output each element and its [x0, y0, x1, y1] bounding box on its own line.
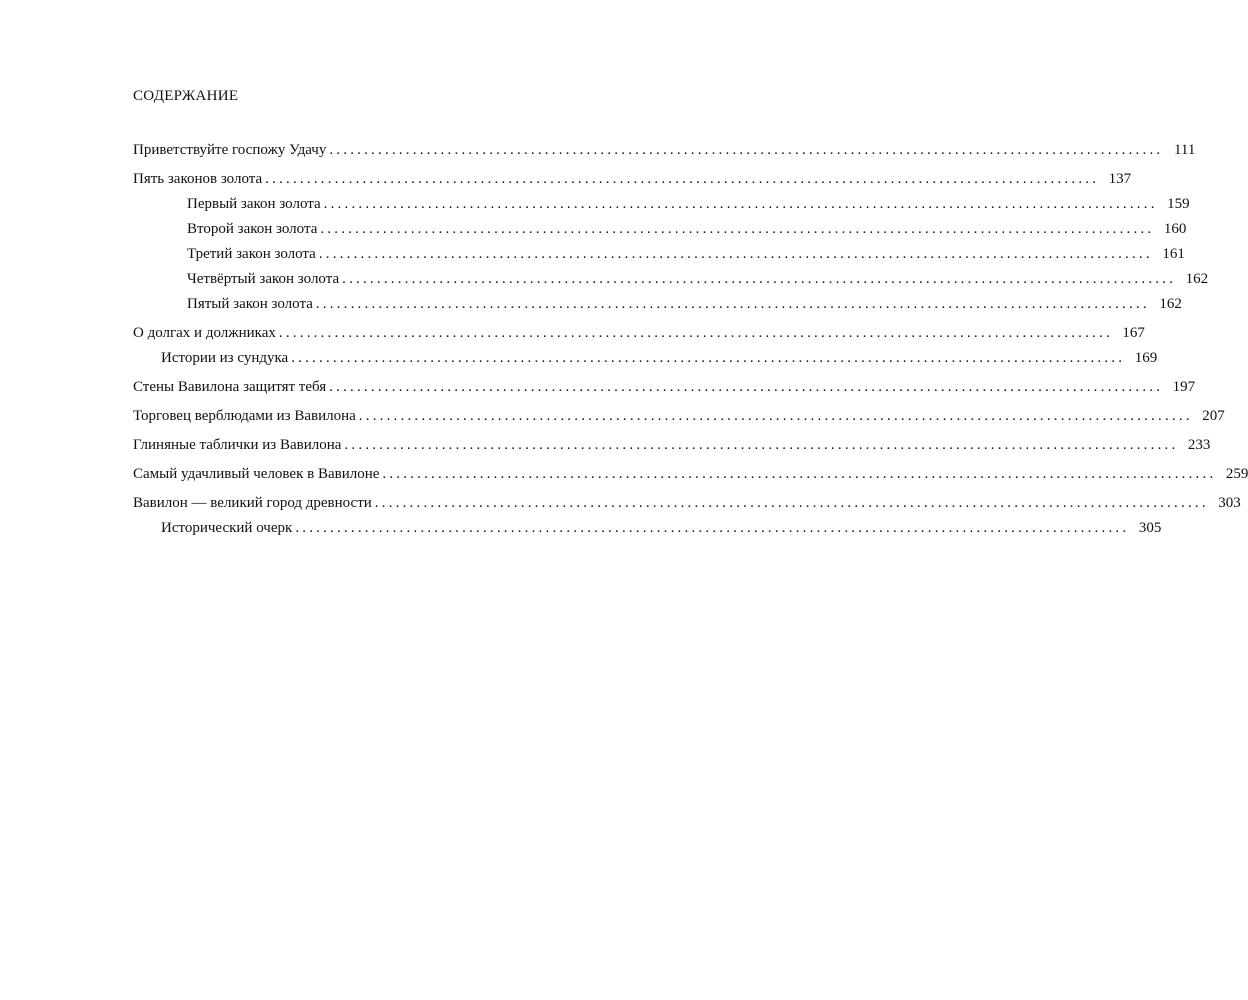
toc-entry-title: Стены Вавилона защитят тебя	[133, 379, 327, 395]
dot-leader: ........................................................................................................................	[342, 271, 1177, 287]
toc-entry-title: Истории из сундука	[161, 350, 289, 366]
dot-leader: ........................................................................................................................	[265, 171, 1100, 187]
toc-entry	[133, 433, 1211, 458]
dot-leader: ........................................................................................................................	[295, 520, 1130, 536]
toc-entry-page: 259	[1225, 466, 1248, 482]
toc-entry-title: Пятый закон золота	[187, 296, 313, 312]
toc-entry-title: Четвёртый закон золота	[187, 271, 340, 287]
toc-entry-page: 160	[1163, 221, 1187, 237]
toc-entry	[133, 321, 1145, 346]
dot-leader: ........................................................................................................................	[323, 196, 1158, 212]
dot-leader: ........................................................................................................................	[374, 495, 1209, 511]
toc-entry-title: Глиняные таблички из Вавилона	[133, 437, 342, 453]
toc-entry-page: 162	[1159, 296, 1182, 312]
dot-leader: ........................................................................................................................	[329, 379, 1164, 395]
contents-heading: СОДЕРЖАНИЕ	[133, 88, 239, 104]
toc-entry-page: 161	[1162, 246, 1185, 262]
toc-subentry	[133, 242, 1185, 267]
toc-entry	[133, 404, 1225, 429]
toc-subentry	[133, 516, 1162, 541]
dot-leader: ........................................................................................................................	[320, 221, 1155, 237]
toc-entry-title: Первый закон золота	[187, 196, 321, 212]
toc-entry-title: Вавилон — великий город древности	[133, 495, 372, 511]
dot-leader: ........................................................................................................................	[382, 466, 1217, 482]
dot-leader: ........................................................................................................................	[278, 325, 1113, 341]
toc-entry-page: 137	[1108, 171, 1132, 187]
toc-entry-page: 197	[1172, 379, 1196, 395]
dot-leader: ........................................................................................................................	[329, 142, 1164, 158]
toc-entry-page: 169	[1134, 350, 1158, 366]
toc-entry-title: Третий закон золота	[187, 246, 316, 262]
dot-leader: ........................................................................................................................	[344, 437, 1179, 453]
toc-entry-page: 167	[1122, 325, 1145, 341]
toc-subentry	[133, 217, 1187, 242]
dot-leader: ........................................................................................................................	[315, 296, 1150, 312]
toc-entry-title: Торговец верблюдами из Вавилона	[133, 408, 356, 424]
toc-entry-title: О долгах и должниках	[133, 325, 276, 341]
toc-entry-page: 305	[1138, 520, 1162, 536]
toc-entry	[133, 167, 1132, 192]
toc-entry-page: 233	[1187, 437, 1211, 453]
toc-subentry	[133, 192, 1190, 217]
toc-entry-page: 111	[1173, 142, 1196, 158]
toc-entry-page: 159	[1167, 196, 1190, 212]
toc-entry-page: 162	[1185, 271, 1209, 287]
dot-leader: ........................................................................................................................	[318, 246, 1153, 262]
toc-entry	[133, 138, 1196, 163]
toc-entry-title: Пять законов золота	[133, 171, 263, 187]
dot-leader: ........................................................................................................................	[291, 350, 1126, 366]
toc-entry	[133, 491, 1241, 516]
toc-entry-title: Второй закон золота	[187, 221, 318, 237]
toc-entry-page: 303	[1218, 495, 1241, 511]
toc-entry	[133, 462, 1248, 487]
dot-leader: ........................................................................................................................	[358, 408, 1193, 424]
toc-entry-title: Приветствуйте госпожу Удачу	[133, 142, 327, 158]
toc-subentry	[133, 346, 1158, 371]
toc-entry-title: Самый удачливый человек в Вавилоне	[133, 466, 380, 482]
toc-entry-title: Исторический очерк	[161, 520, 293, 536]
toc-subentry	[133, 292, 1182, 317]
table-of-contents	[133, 138, 1248, 541]
toc-subentry	[133, 267, 1209, 292]
toc-entry	[133, 375, 1196, 400]
toc-entry-page: 207	[1202, 408, 1225, 424]
